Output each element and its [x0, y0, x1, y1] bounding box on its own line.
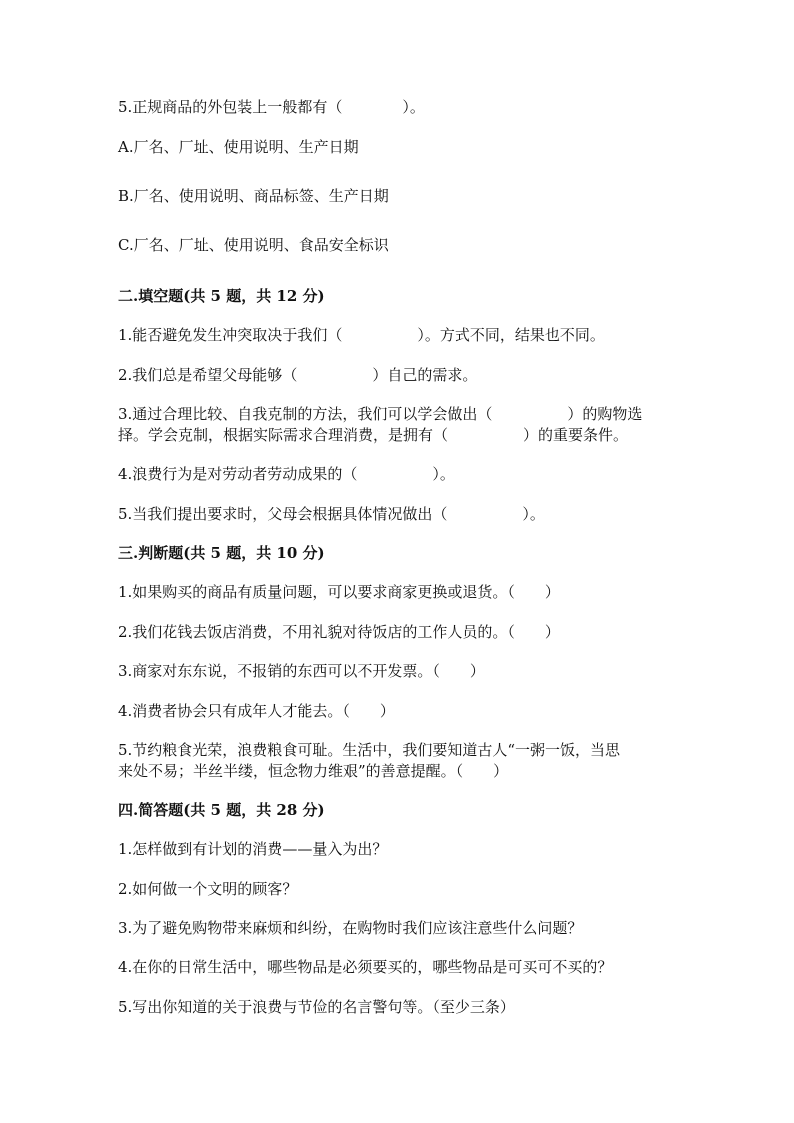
fill-question-1: 1.能否避免发生冲突取决于我们（ ）。方式不同，结果也不同。	[118, 326, 605, 344]
choice-option-a: A.厂名、厂址、使用说明、生产日期	[118, 138, 359, 156]
choice-option-c: C.厂名、厂址、使用说明、食品安全标识	[118, 236, 389, 254]
judge-question-2: 2.我们花钱去饭店消费，不用礼貌对待饭店的工作人员的。（ ）	[118, 623, 560, 641]
fill-question-4: 4.浪费行为是对劳动者劳动成果的（ ）。	[118, 465, 455, 483]
short-question-4: 4.在你的日常生活中，哪些物品是必须要买的，哪些物品是可买可不买的？	[118, 958, 613, 976]
choice-question-5: 5.正规商品的外包装上一般都有（ ）。	[118, 98, 425, 116]
short-question-5: 5.写出你知道的关于浪费与节俭的名言警句等。（至少三条）	[118, 998, 515, 1016]
judge-question-4: 4.消费者协会只有成年人才能去。（ ）	[118, 702, 395, 720]
fill-question-3-line-1: 3.通过合理比较、自我克制的方法，我们可以学会做出（ ）的购物选	[118, 405, 643, 423]
short-question-2: 2.如何做一个文明的顾客？	[118, 880, 298, 898]
choice-option-b: B.厂名、使用说明、商品标签、生产日期	[118, 187, 389, 205]
judge-question-1: 1.如果购买的商品有质量问题，可以要求商家更换或退货。（ ）	[118, 583, 560, 601]
judge-question-5-line-2: 来处不易；半丝半缕，恒念物力维艰”的善意提醒。（ ）	[118, 762, 509, 780]
fill-question-3-line-2: 择。学会克制，根据实际需求合理消费，是拥有（ ）的重要条件。	[118, 426, 629, 444]
short-question-3: 3.为了避免购物带来麻烦和纠纷，在购物时我们应该注意些什么问题？	[118, 919, 583, 937]
short-section-heading: 四.简答题(共 5 题，共 28 分)	[118, 801, 325, 819]
judge-section-heading: 三.判断题(共 5 题，共 10 分)	[118, 544, 325, 562]
fill-question-5: 5.当我们提出要求时，父母会根据具体情况做出（ ）。	[118, 505, 545, 523]
judge-question-3: 3.商家对东东说，不报销的东西可以不开发票。（ ）	[118, 662, 485, 680]
fill-question-2: 2.我们总是希望父母能够（ ）自己的需求。	[118, 366, 478, 384]
judge-question-5-line-1: 5.节约粮食光荣，浪费粮食可耻。生活中，我们要知道古人“一粥一饭，当思	[118, 741, 620, 759]
fill-section-heading: 二.填空题(共 5 题，共 12 分)	[118, 287, 325, 305]
short-question-1: 1.怎样做到有计划的消费——量入为出？	[118, 840, 388, 858]
